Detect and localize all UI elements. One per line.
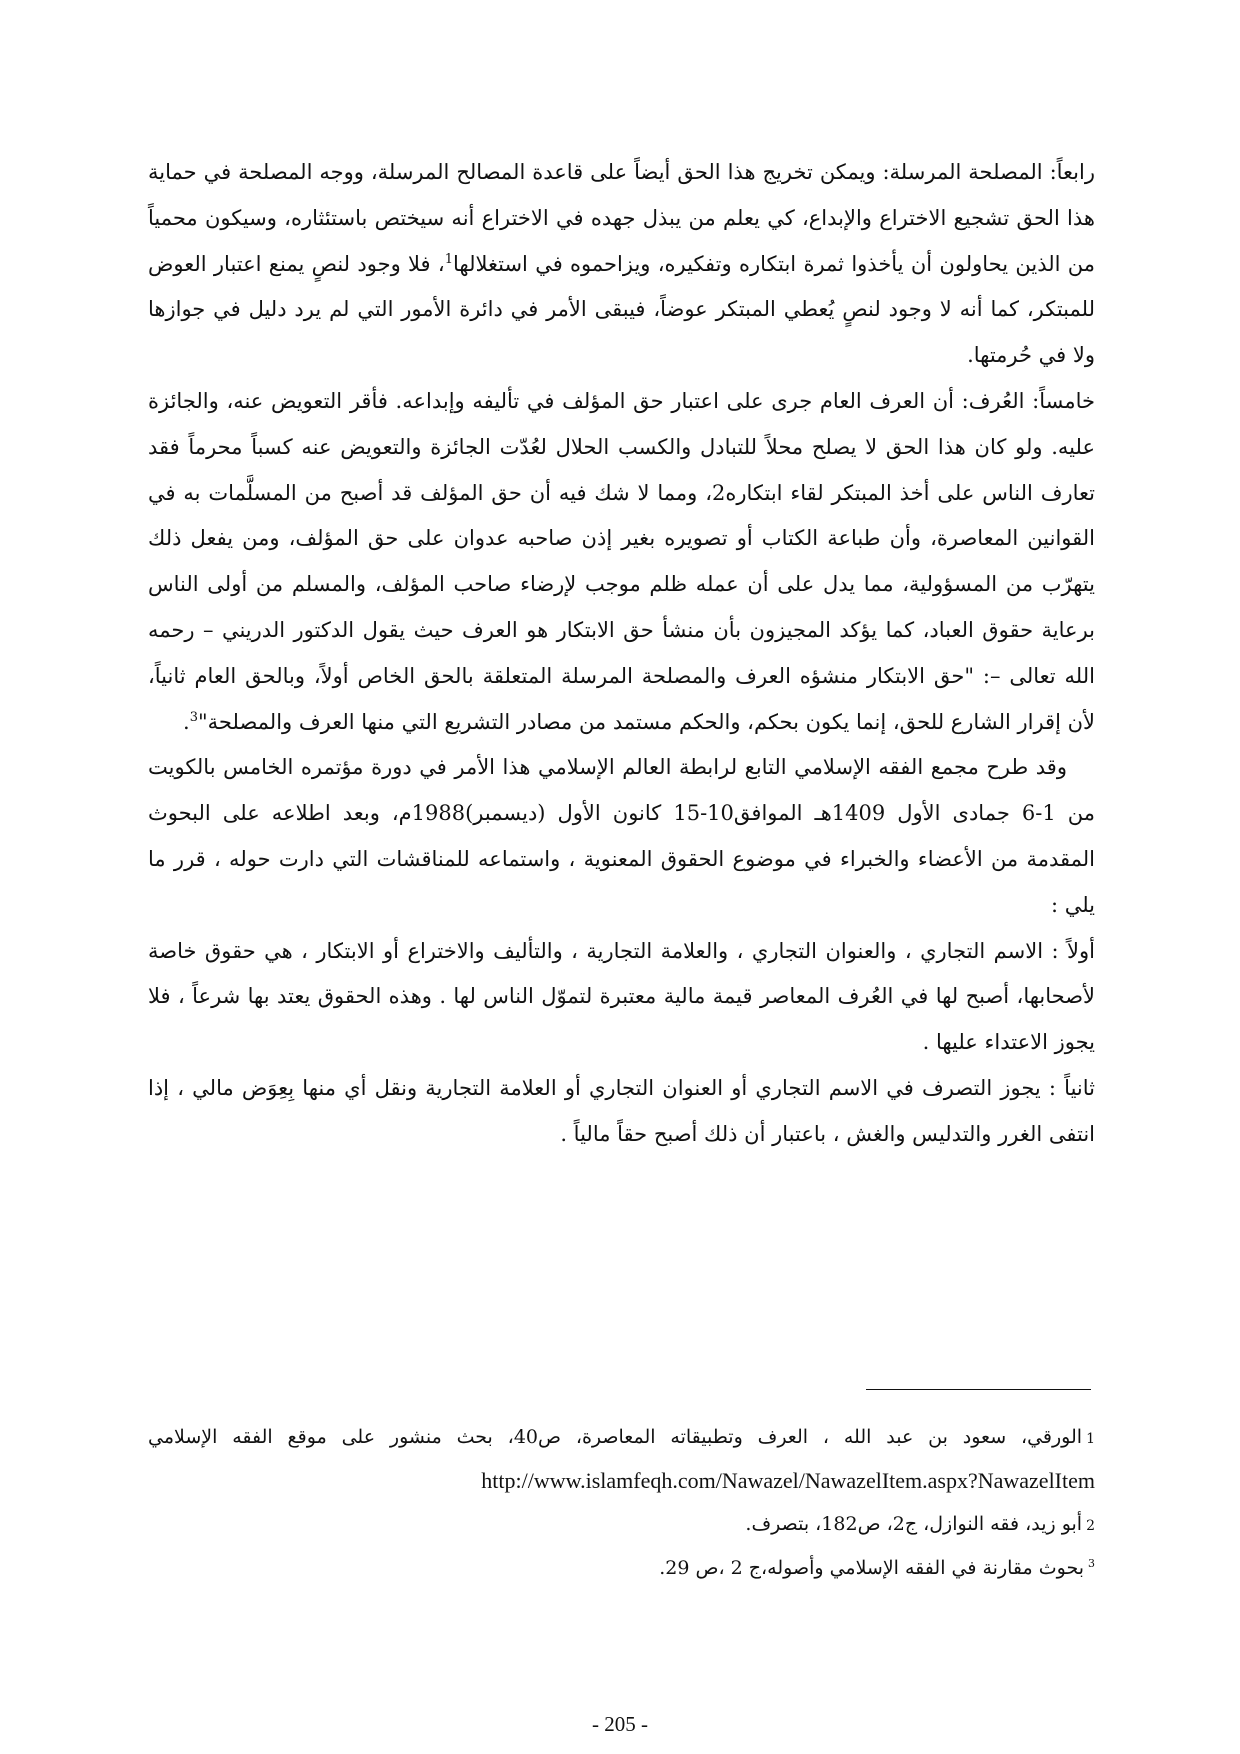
footnote-number-1: 1 [1086, 1431, 1095, 1447]
footnote-3 [148, 1547, 1095, 1589]
footnote-text-1: الورقي، سعود بن عبد الله ، العرف وتطبيقاته المعاصرة، ص40، بحث منشور على موقع الفقه الإسلامي [148, 1426, 1083, 1448]
paragraph-maslaha-text-a: رابعاً: المصلحة المرسلة: ويمكن تخريج هذا الحق أيضاً على قاعدة المصالح المرسلة، ووجه المصلحة في حماية هذا الحق تشجيع الاختراع والإبداع، كي يعلم من يبذل جهده في الاختراع أنه سيختص باستئثاره، وسيكون محمياً من الذين يحاولون أن يأخذوا ثمرة ابتكاره وتفكيره، ويزاحموه في استغلالها [148, 160, 1095, 276]
paragraph-maslaha-text-b: ، فلا وجود لنصٍ يمنع اعتبار العوض للمبتكر، كما أنه لا وجود لنصٍ يُعطي المبتكر عوضاً، فيبقى الأمر في دائرة الأمور التي لم يرد دليل في جوازها ولا في حُرمتها. [148, 251, 1095, 368]
footnote-ref-1[interactable]: 1 [444, 251, 453, 267]
footnote-number-3: 3 [1088, 1556, 1095, 1570]
footnote-url-link[interactable]: http://www.islamfeqh.com/Nawazel/NawazelItem.aspx?NawazelItem [481, 1468, 1095, 1493]
footnote-text-2: أبو زيد، فقه النوازل، ج2، ص182، بتصرف. [745, 1513, 1083, 1535]
paragraph-urf-text-a: خامساً: العُرف: أن العرف العام جرى على اعتبار حق المؤلف في تأليفه وإبداعه. فأقر التعويض عنه، والجائزة عليه. ولو كان هذا الحق لا يصلح محلاً للتبادل والكسب الحلال لعُدّت الجائزة والتعويض عنه كسباً محرماً فقد تعارف الناس على أخذ المبتكر لقاء ابتكاره2، ومما لا شك فيه أن حق المؤلف قد أصبح من المسلَّمات به في القوانين المعاصرة، وأن طباعة الكتاب أو تصويره بغير إذن صاحبه عدوان على حق المؤلف، ومن يفعل ذلك يتهرّب من المسؤولية، مما يدل على أن عمله ظلم موجب لإرضاء صاحب المؤلف، والمسلم من أولى الناس برعاية حقوق العباد، كما يؤكد المجيزون بأن منشأ حق الابتكار هو العرف حيث يقول الدكتور الدريني – رحمه الله تعالى –: "حق الابتكار منشؤه العرف والمصلحة المرسلة المتعلقة بالحق الخاص أولاً، وبالحق العام ثانياً، لأن إقرار الشارع للحق، إنما يكون بحكم، والحكم مستمد من مصادر التشريع التي منها العرف والمصلحة" [148, 388, 1095, 734]
footnote-1 [148, 1416, 1095, 1503]
paragraph-majma: وقد طرح مجمع الفقه الإسلامي التابع لرابطة العالم الإسلامي هذا الأمر في دورة مؤتمره الخامس بالكويت من 1-6 جمادى الأول 1409هـ الموافق10-15 كانون الأول (ديسمبر)1988م، وبعد اطلاعه على البحوث المقدمة من الأعضاء والخبراء في موضوع الحقوق المعنوية ، واستماعه للمناقشات التي دارت حوله ، قرر ما يلي : [148, 755, 1095, 917]
paragraph-urf-text-b: . [183, 709, 190, 734]
footnote-2 [148, 1503, 1095, 1547]
footnote-ref-3[interactable]: 3 [189, 709, 199, 725]
footnotes [148, 1416, 1095, 1589]
paragraph-urf [148, 379, 1095, 745]
paragraph-first-resolution: أولاً : الاسم التجاري ، والعنوان التجاري ، والعلامة التجارية ، والتأليف والاختراع أو الابتكار ، هي حقوق خاصة لأصحابها، أصبح لها في العُرف المعاصر قيمة مالية معتبرة لتموّل الناس لها . وهذه الحقوق يعتد بها شرعاً ، فلا يجوز الاعتداء عليها . [148, 938, 1095, 1055]
footnote-text-3: بحوث مقارنة في الفقه الإسلامي وأصوله،ج 2 ،ص 29. [659, 1557, 1084, 1579]
footnote-divider [866, 1389, 1091, 1390]
paragraph-maslaha [148, 150, 1095, 379]
page-number: - 205 - [592, 1712, 648, 1736]
footnote-number-2: 2 [1086, 1518, 1095, 1534]
paragraph-second-resolution: ثانياً : يجوز التصرف في الاسم التجاري أو العنوان التجاري أو العلامة التجارية ونقل أي منها بِعِوَض مالي ، إذا انتفى الغرر والتدليس والغش ، باعتبار أن ذلك أصبح حقاً مالياً . [148, 1075, 1095, 1146]
page-body [148, 150, 1095, 1158]
